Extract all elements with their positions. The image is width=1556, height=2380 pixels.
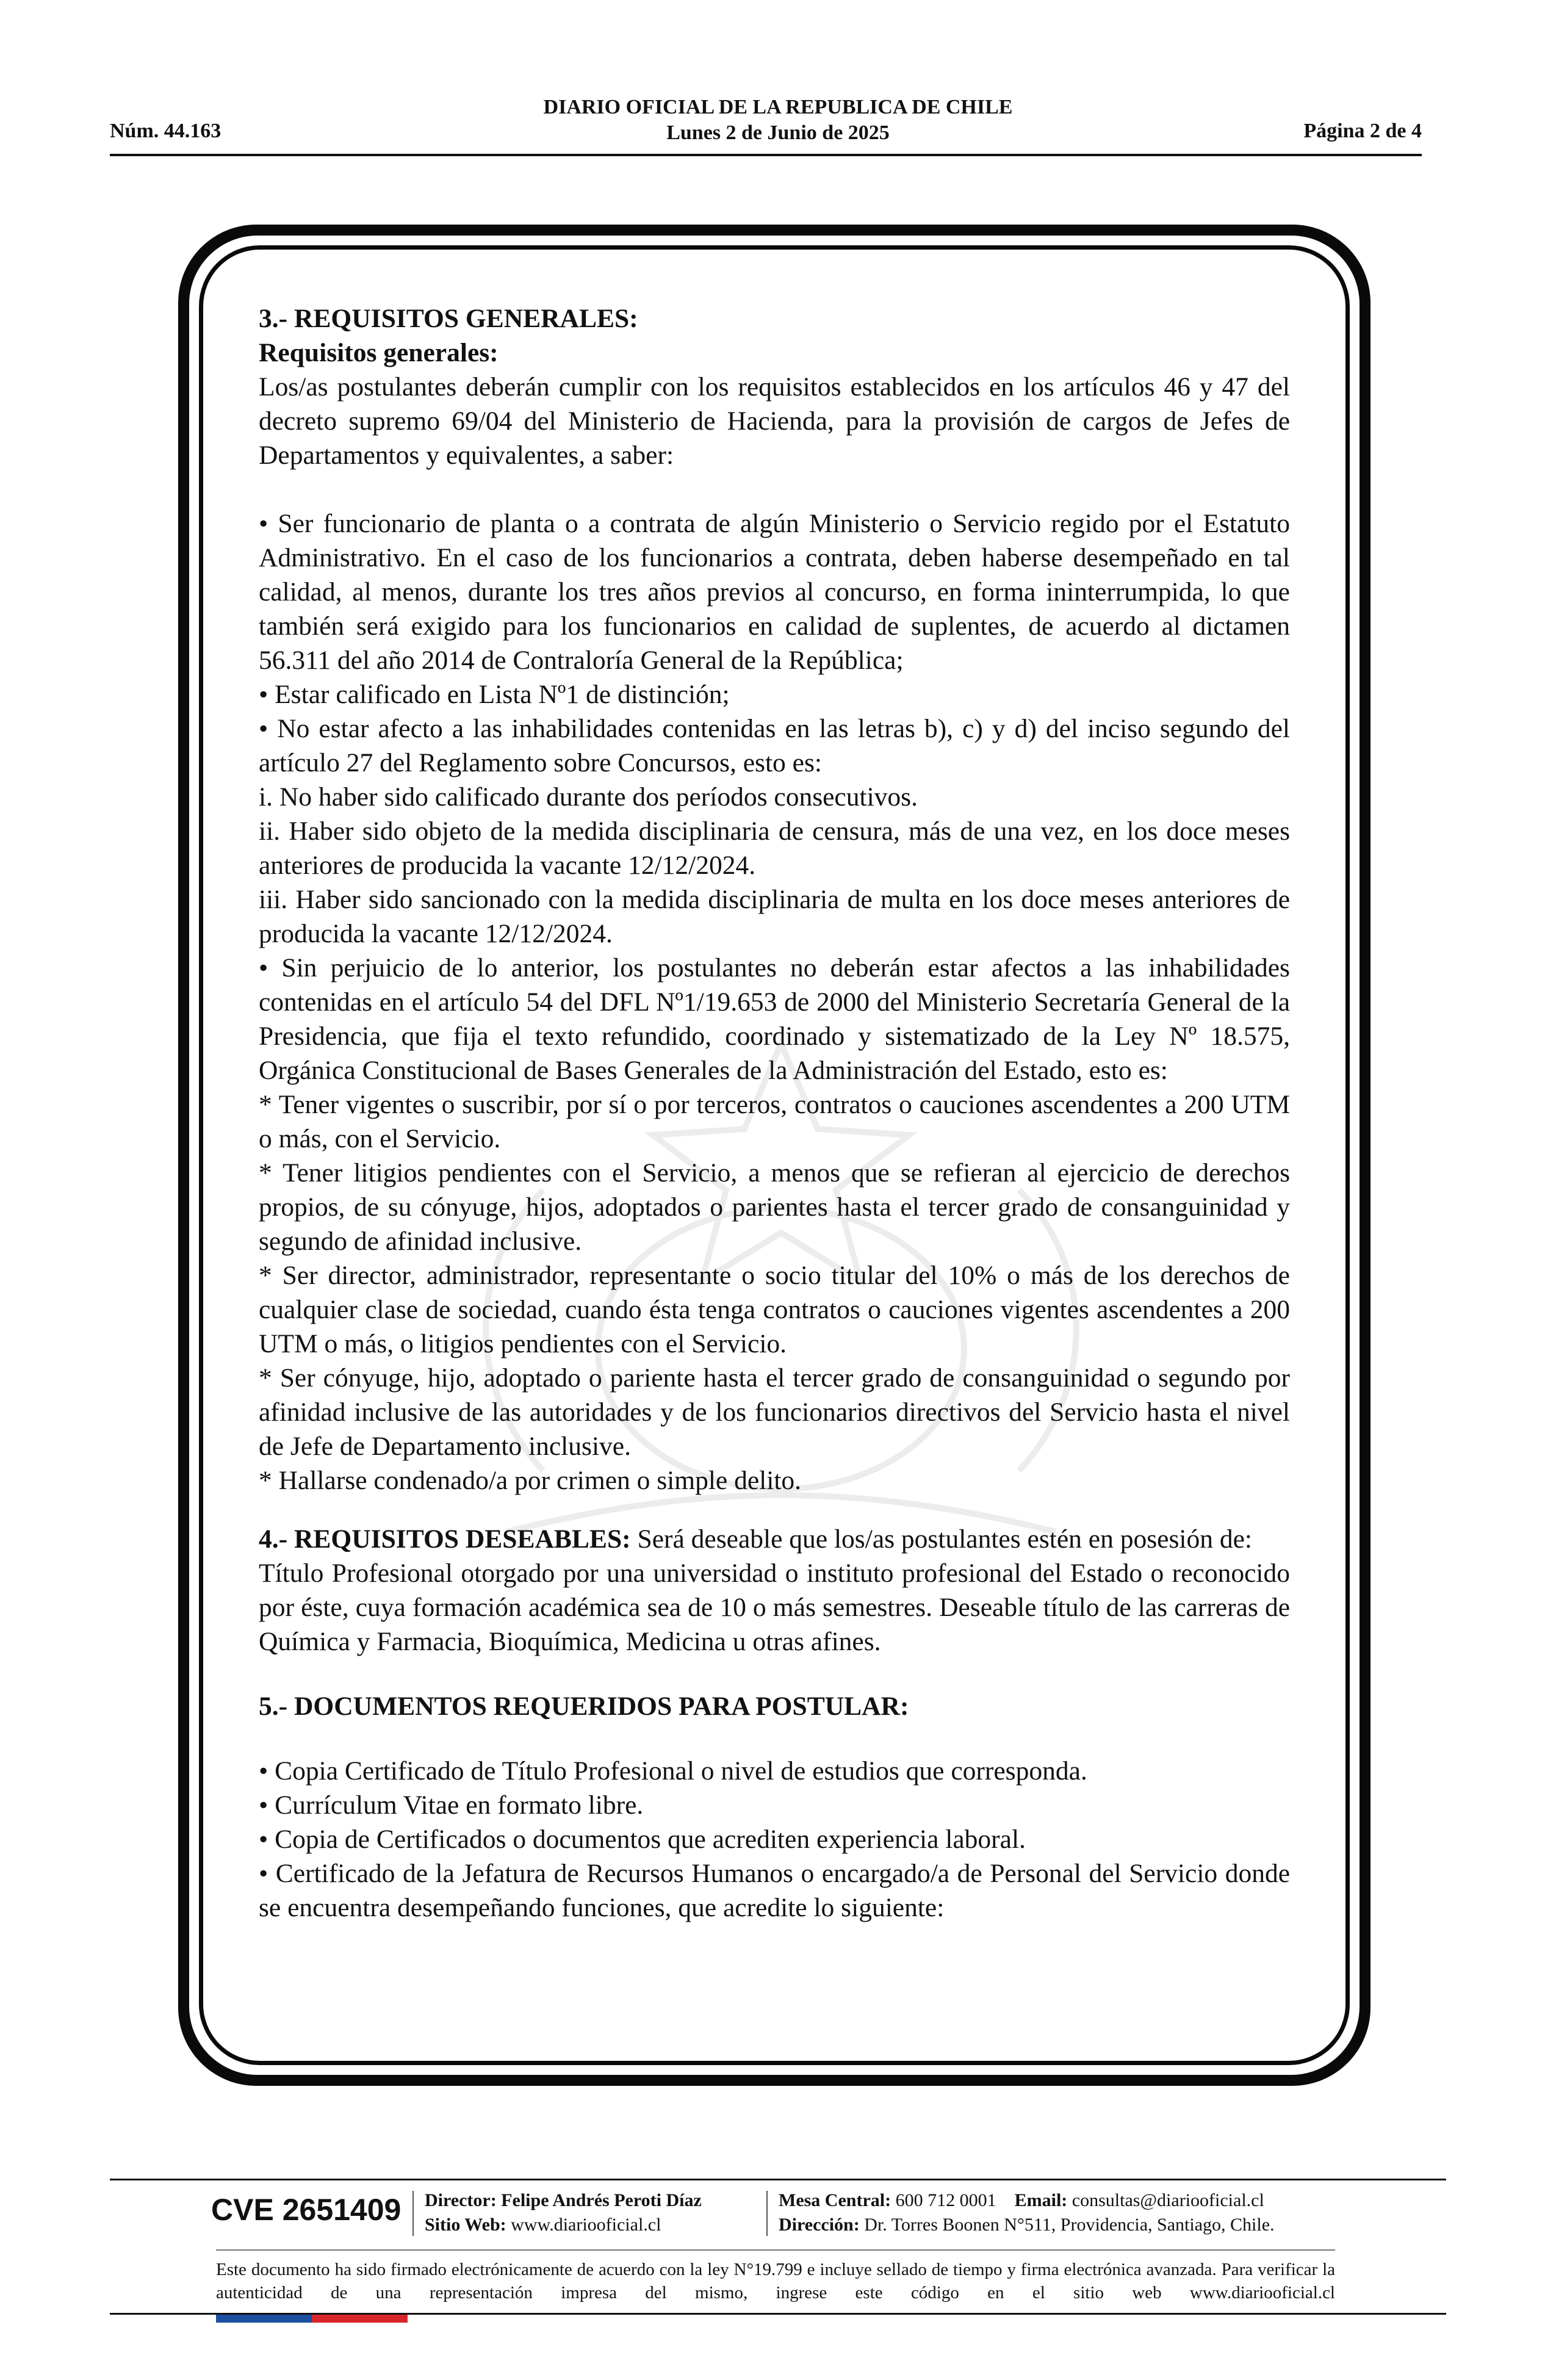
section-3-heading: 3.- REQUISITOS GENERALES: [259, 304, 638, 333]
issue-number: Núm. 44.163 [110, 120, 222, 142]
flag-red-segment [312, 2315, 408, 2323]
inhability-item: * Ser cónyuge, hijo, adoptado o pariente hasta el tercer grado de consanguinidad o segundo por afinidad inclusive de las autoridades y de los funcionarios directivos del Servicio hasta el nivel de Jefe de Departamento inclusive. [259, 1363, 1290, 1461]
section-3-intro: Los/as postulantes deberán cumplir con los requisitos establecidos en los artículos 46 y 47 del decreto supremo 69/04 del Ministerio de Hacienda, para la provisión de cargos de Jefes de Departamentos y equivalentes, a saber: [259, 372, 1290, 470]
section-4-heading: 4.- REQUISITOS DESEABLES: [259, 1524, 631, 1554]
director-info: Director: Felipe Andrés Peroti Díaz Sitio Web: www.diariooficial.cl [425, 2190, 702, 2235]
page-indicator: Página 2 de 4 [1303, 120, 1422, 142]
address: Dr. Torres Boonen N°511, Providencia, Santiago, Chile. [864, 2215, 1275, 2235]
requirement-subitem: i. No haber sido calificado durante dos períodos consecutivos. [259, 782, 918, 812]
section-4-paragraph [259, 1522, 1290, 1556]
section-4-lead: Será deseable que los/as postulantes estén en posesión de: [630, 1524, 1252, 1554]
requirement-item: • Sin perjuicio de lo anterior, los postulantes no deberán estar afectos a las inhabilidades contenidas en el artículo 54 del DFL Nº1/19.653 de 2000 del Ministerio Secretaría General de la Presidencia, que fija el texto refundido, coordinado y sistematizado de la Ley Nº 18.575, Orgánica Constitucional de Bases Generales de la Administración del Estado, esto es: [259, 953, 1290, 1085]
publication-title: DIARIO OFICIAL DE LA REPUBLICA DE CHILE [543, 96, 1013, 118]
phone-number: 600 712 0001 [895, 2190, 996, 2210]
legal-note: Este documento ha sido firmado electrónicamente de acuerdo con la ley N°19.799 e incluye sellado de tiempo y firma electrónica avanzada. Para verificar la autenticidad de una representación impresa del mismo, ingrese este código en el sitio web www.diariooficial.cl [216, 2260, 1335, 2302]
section-3-subheading: Requisitos generales: [259, 338, 499, 367]
document-item: • Copia Certificado de Título Profesional o nivel de estudios que corresponda. [259, 1756, 1087, 1786]
footer-separator [412, 2191, 414, 2236]
cve-code: CVE 2651409 [211, 2193, 402, 2227]
document-item: • Copia de Certificados o documentos que acrediten experiencia laboral. [259, 1825, 1026, 1854]
header-divider [110, 154, 1422, 156]
document-body [259, 301, 1290, 1925]
inhability-item: * Ser director, administrador, representante o socio titular del 10% o más de los derechos de cualquier clase de sociedad, cuando ésta tenga contratos o cauciones vigentes ascendentes a 200 UTM o más, o litigios pendientes con el Servicio. [259, 1261, 1290, 1358]
section-5-heading: 5.- DOCUMENTOS REQUERIDOS PARA POSTULAR: [259, 1692, 909, 1721]
requirement-item: • Estar calificado en Lista Nº1 de distinción; [259, 680, 730, 709]
email-link[interactable]: consultas@diariooficial.cl [1072, 2190, 1264, 2210]
footer-top-divider [110, 2179, 1446, 2180]
requirement-item: • No estar afecto a las inhabilidades contenidas en las letras b), c) y d) del inciso segundo del artículo 27 del Reglamento sobre Concursos, esto es: [259, 714, 1290, 777]
contact-info: Mesa Central: 600 712 0001 Email: consultas@diariooficial.cl Dirección: Dr. Torres Boonen N°511, Providencia, Santiago, Chile. [779, 2190, 1275, 2235]
flag-blue-segment [216, 2315, 312, 2323]
website-link[interactable]: www.diariooficial.cl [511, 2215, 661, 2235]
inhability-item: * Tener litigios pendientes con el Servicio, a menos que se refieran al ejercicio de derechos propios, de su cónyuge, hijos, adoptados o parientes hasta el tercer grado de consanguinidad y segundo de afinidad inclusive. [259, 1158, 1290, 1256]
inhability-item: * Tener vigentes o suscribir, por sí o por terceros, contratos o cauciones ascendentes a 200 UTM o más, con el Servicio. [259, 1090, 1290, 1153]
footer-separator [766, 2191, 768, 2236]
issue-date: Lunes 2 de Junio de 2025 [666, 121, 890, 144]
requirement-subitem: iii. Haber sido sancionado con la medida disciplinaria de multa en los doce meses anteriores de producida la vacante 12/12/2024. [259, 885, 1290, 948]
director-name: Felipe Andrés Peroti Díaz [501, 2190, 702, 2210]
document-item: • Currículum Vitae en formato libre. [259, 1790, 644, 1820]
footer-inner-divider [216, 2249, 1335, 2251]
requirement-subitem: ii. Haber sido objeto de la medida disciplinaria de censura, más de una vez, en los doce meses anteriores de producida la vacante 12/12/2024. [259, 817, 1290, 880]
section-4-text: Título Profesional otorgado por una universidad o instituto profesional del Estado o reconocido por éste, cuya formación académica sea de 10 o más semestres. Deseable título de las carreras de Química y Farmacia, Bioquímica, Medicina u otras afines. [259, 1559, 1290, 1656]
government-flag-bar [216, 2315, 408, 2323]
requirement-item: • Ser funcionario de planta o a contrata de algún Ministerio o Servicio regido por el Estatuto Administrativo. En el caso de los funcionarios a contrata, deben haberse desempeñado en tal calidad, al menos, durante los tres años previos al concurso, en forma ininterrumpida, lo que también será exigido para los funcionarios en calidad de suplentes, de acuerdo al dictamen 56.311 del año 2014 de Contraloría General de la República; [259, 509, 1290, 675]
inhability-item: * Hallarse condenado/a por crimen o simple delito. [259, 1466, 802, 1495]
document-item: • Certificado de la Jefatura de Recursos Humanos o encargado/a de Personal del Servicio donde se encuentra desempeñando funciones, que acredite lo siguiente: [259, 1859, 1290, 1922]
